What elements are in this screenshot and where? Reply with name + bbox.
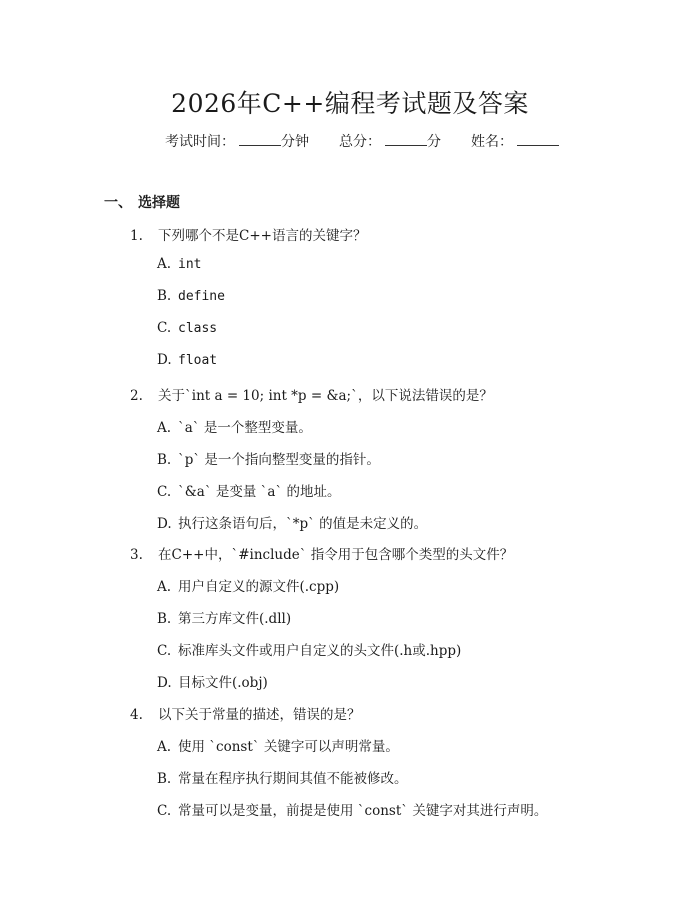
option-text: 目标文件(.obj) [178,675,268,691]
option-2c [157,480,341,500]
option-label: C. [157,643,172,659]
question-text: 以下关于常量的描述，错误的是？ [158,707,361,723]
score-unit: 分 [427,134,441,150]
option-label: C. [157,803,172,819]
option-text: class [178,321,218,336]
option-text: `&a` 是变量 `a` 的地址。 [178,484,341,500]
question-2 [130,384,493,404]
option-4c [157,799,547,819]
option-text: 常量在程序执行期间其值不能被修改。 [178,771,408,787]
option-4a [157,735,399,755]
option-2a [157,416,312,436]
question-text: 关于`int a = 10; int *p = &a;`，以下说法错误的是？ [158,388,493,404]
option-1a [157,256,201,272]
question-text: 在C++中，`#include` 指令用于包含哪个类型的头文件？ [158,547,514,563]
question-number: 2. [130,388,143,404]
option-label: D. [157,675,172,691]
exam-meta [165,131,559,151]
option-text: 使用 `const` 关键字可以声明常量。 [178,739,399,755]
option-3b [157,607,291,627]
question-text: 下列哪个不是C++语言的关键字？ [158,228,367,244]
score-blank [385,133,427,146]
option-label: B. [157,611,172,627]
option-label: C. [157,320,172,336]
option-text: 用户自定义的源文件(.cpp) [178,579,340,595]
option-2b [157,448,380,468]
option-text: 第三方库文件(.dll) [178,611,292,627]
time-unit: 分钟 [281,134,309,150]
option-label: D. [157,352,172,368]
name-label: 姓名： [471,134,513,150]
option-label: A. [157,256,172,272]
option-text: int [178,257,202,272]
option-label: A. [157,579,172,595]
option-3d [157,671,268,691]
option-text: define [178,289,225,304]
section-number: 一、 [104,195,132,211]
option-4b [157,767,408,787]
question-4 [130,703,361,723]
question-number: 4. [130,707,143,723]
question-1 [130,224,366,244]
option-3c [157,639,461,659]
question-number: 1. [130,228,143,244]
score-label: 总分： [339,134,381,150]
time-blank [239,133,281,146]
section-title: 选择题 [138,195,180,211]
option-1b [157,288,225,304]
name-blank [517,133,559,146]
option-label: B. [157,771,172,787]
option-label: A. [157,420,172,436]
option-text: 常量可以是变量，前提是使用 `const` 关键字对其进行声明。 [178,803,548,819]
option-3a [157,575,339,595]
option-text: 执行这条语句后，`*p` 的值是未定义的。 [178,516,428,532]
question-number: 3. [130,547,143,563]
section-heading [104,192,180,212]
option-1d [157,352,217,368]
option-label: B. [157,288,172,304]
option-label: B. [157,452,172,468]
time-label: 考试时间： [165,134,235,150]
question-3 [130,543,513,563]
option-text: `a` 是一个整型变量。 [178,420,312,436]
option-2d [157,512,427,532]
option-label: A. [157,739,172,755]
option-text: float [178,353,218,368]
option-text: 标准库头文件或用户自定义的头文件(.h或.hpp) [178,643,462,659]
option-label: D. [157,516,172,532]
page-title: 2026年C++编程考试题及答案 [171,89,529,118]
option-label: C. [157,484,172,500]
option-text: `p` 是一个指向整型变量的指针。 [178,452,380,468]
option-1c [157,320,217,336]
